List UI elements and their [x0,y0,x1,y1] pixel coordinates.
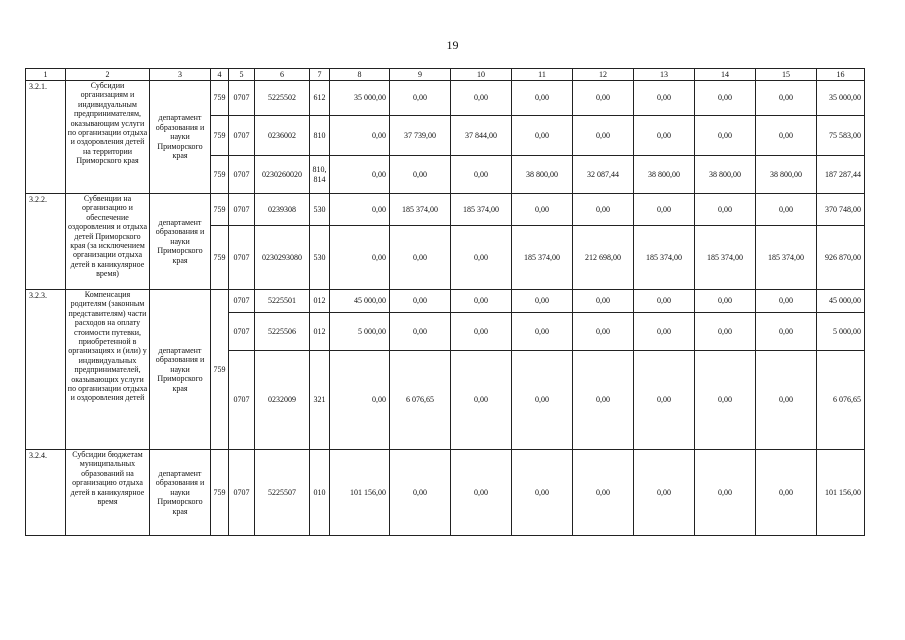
amount-cell: 101 156,00 [817,450,865,536]
amount-cell: 0,00 [756,81,817,116]
amount-cell: 75 583,00 [817,116,865,156]
amount-cell: 5 000,00 [330,313,390,351]
section-code: 0707 [229,226,255,290]
grbs-code: 759 [211,156,229,194]
amount-cell: 0,00 [573,313,634,351]
amount-cell: 0,00 [512,290,573,313]
grbs-code: 759 [211,116,229,156]
item-executor: департамент образования и науки Приморского края [150,81,211,194]
amount-cell: 0,00 [695,194,756,226]
amount-cell: 0,00 [330,116,390,156]
amount-cell: 35 000,00 [817,81,865,116]
amount-cell: 0,00 [512,81,573,116]
section-code: 0707 [229,116,255,156]
grbs-code: 759 [211,194,229,226]
amount-cell: 0,00 [573,194,634,226]
header-cell: 1 [26,69,66,81]
expense-type-code: 321 [310,351,330,450]
amount-cell: 185 374,00 [634,226,695,290]
amount-cell: 0,00 [330,351,390,450]
amount-cell: 0,00 [634,194,695,226]
header-cell: 7 [310,69,330,81]
amount-cell: 0,00 [573,450,634,536]
amount-cell: 185 374,00 [695,226,756,290]
amount-cell: 45 000,00 [330,290,390,313]
amount-cell: 0,00 [451,156,512,194]
table-row [26,81,865,116]
amount-cell: 0,00 [756,194,817,226]
amount-cell: 0,00 [634,351,695,450]
amount-cell: 185 374,00 [390,194,451,226]
header-cell: 10 [451,69,512,81]
grbs-code: 759 [211,226,229,290]
amount-cell: 185 374,00 [451,194,512,226]
item-name: Субвенции на организацию и обеспечение оздоровления и отдыха детей Приморского края (за исключением организации отдыха детей в каникулярное время) [66,194,150,290]
amount-cell: 0,00 [390,156,451,194]
amount-cell: 0,00 [512,313,573,351]
header-cell: 5 [229,69,255,81]
header-cell: 11 [512,69,573,81]
section-code: 0707 [229,290,255,313]
amount-cell: 38 800,00 [756,156,817,194]
budget-table [25,68,865,536]
expense-type-code: 530 [310,194,330,226]
amount-cell: 370 748,00 [817,194,865,226]
amount-cell: 0,00 [695,81,756,116]
section-code: 0707 [229,351,255,450]
amount-cell: 0,00 [390,290,451,313]
expense-type-code: 612 [310,81,330,116]
amount-cell: 0,00 [634,450,695,536]
item-name: Субсидии бюджетам муниципальных образований на организацию отдыха детей в каникулярное время [66,450,150,536]
header-cell: 4 [211,69,229,81]
amount-cell: 6 076,65 [390,351,451,450]
amount-cell: 0,00 [695,290,756,313]
expense-type-code: 810 [310,116,330,156]
amount-cell: 0,00 [695,450,756,536]
expense-type-code: 012 [310,290,330,313]
expense-type-code: 810, 814 [310,156,330,194]
amount-cell: 0,00 [695,351,756,450]
amount-cell: 37 739,00 [390,116,451,156]
amount-cell: 926 870,00 [817,226,865,290]
amount-cell: 0,00 [756,290,817,313]
amount-cell: 38 800,00 [634,156,695,194]
header-cell: 16 [817,69,865,81]
amount-cell: 0,00 [756,351,817,450]
target-code: 5225507 [255,450,310,536]
item-code: 3.2.3. [26,290,66,450]
item-code: 3.2.2. [26,194,66,290]
amount-cell: 101 156,00 [330,450,390,536]
amount-cell: 0,00 [634,290,695,313]
target-code: 5225501 [255,290,310,313]
item-executor: департамент образования и науки Приморского края [150,450,211,536]
amount-cell: 0,00 [451,351,512,450]
header-cell: 6 [255,69,310,81]
amount-cell: 0,00 [330,194,390,226]
table-row [26,290,865,313]
target-code: 0230260020 [255,156,310,194]
amount-cell: 37 844,00 [451,116,512,156]
item-code: 3.2.1. [26,81,66,194]
section-code: 0707 [229,450,255,536]
amount-cell: 0,00 [451,313,512,351]
amount-cell: 0,00 [451,290,512,313]
amount-cell: 0,00 [756,313,817,351]
target-code: 0232009 [255,351,310,450]
target-code: 0230293080 [255,226,310,290]
header-cell: 12 [573,69,634,81]
header-cell: 8 [330,69,390,81]
item-name: Компенсация родителям (законным представителям) части расходов на оплату стоимости путевки, приобретенной в организациях и (или) у индивидуальных предпринимателей, оказывающих услуги по организации отдыха и оздоровления детей [66,290,150,450]
amount-cell: 38 800,00 [512,156,573,194]
header-row [26,69,865,81]
amount-cell: 187 287,44 [817,156,865,194]
expense-type-code: 012 [310,313,330,351]
amount-cell: 0,00 [451,226,512,290]
amount-cell: 0,00 [695,313,756,351]
amount-cell: 0,00 [390,313,451,351]
expense-type-code: 530 [310,226,330,290]
amount-cell: 0,00 [634,313,695,351]
table-row [26,450,865,536]
item-executor: департамент образования и науки Приморского края [150,194,211,290]
target-code: 5225506 [255,313,310,351]
header-cell: 14 [695,69,756,81]
grbs-code: 759 [211,450,229,536]
grbs-code: 759 [211,81,229,116]
amount-cell: 0,00 [634,116,695,156]
target-code: 0239308 [255,194,310,226]
section-code: 0707 [229,313,255,351]
amount-cell: 0,00 [390,450,451,536]
amount-cell: 0,00 [512,116,573,156]
amount-cell: 185 374,00 [756,226,817,290]
amount-cell: 32 087,44 [573,156,634,194]
header-cell: 3 [150,69,211,81]
section-code: 0707 [229,81,255,116]
amount-cell: 0,00 [330,156,390,194]
amount-cell: 185 374,00 [512,226,573,290]
grbs-code: 759 [211,290,229,450]
amount-cell: 0,00 [573,81,634,116]
amount-cell: 0,00 [330,226,390,290]
amount-cell: 212 698,00 [573,226,634,290]
header-cell: 13 [634,69,695,81]
amount-cell: 35 000,00 [330,81,390,116]
amount-cell: 0,00 [634,81,695,116]
item-name: Субсидии организациям и индивидуальным предпринимателям, оказывающим услуги по организации отдыха и оздоровления детей на территории Приморского края [66,81,150,194]
amount-cell: 0,00 [695,116,756,156]
item-executor: департамент образования и науки Приморского края [150,290,211,450]
amount-cell: 0,00 [512,450,573,536]
amount-cell: 0,00 [512,351,573,450]
amount-cell: 0,00 [390,226,451,290]
amount-cell: 0,00 [451,450,512,536]
expense-type-code: 010 [310,450,330,536]
item-code: 3.2.4. [26,450,66,536]
target-code: 5225502 [255,81,310,116]
amount-cell: 0,00 [573,116,634,156]
amount-cell: 6 076,65 [817,351,865,450]
amount-cell: 0,00 [512,194,573,226]
amount-cell: 45 000,00 [817,290,865,313]
amount-cell: 0,00 [390,81,451,116]
amount-cell: 0,00 [756,116,817,156]
target-code: 0236002 [255,116,310,156]
amount-cell: 0,00 [573,290,634,313]
header-cell: 15 [756,69,817,81]
amount-cell: 0,00 [573,351,634,450]
amount-cell: 0,00 [756,450,817,536]
header-cell: 2 [66,69,150,81]
page-number: 19 [446,38,459,52]
section-code: 0707 [229,156,255,194]
section-code: 0707 [229,194,255,226]
table-row [26,194,865,226]
amount-cell: 38 800,00 [695,156,756,194]
amount-cell: 0,00 [451,81,512,116]
amount-cell: 5 000,00 [817,313,865,351]
header-cell: 9 [390,69,451,81]
